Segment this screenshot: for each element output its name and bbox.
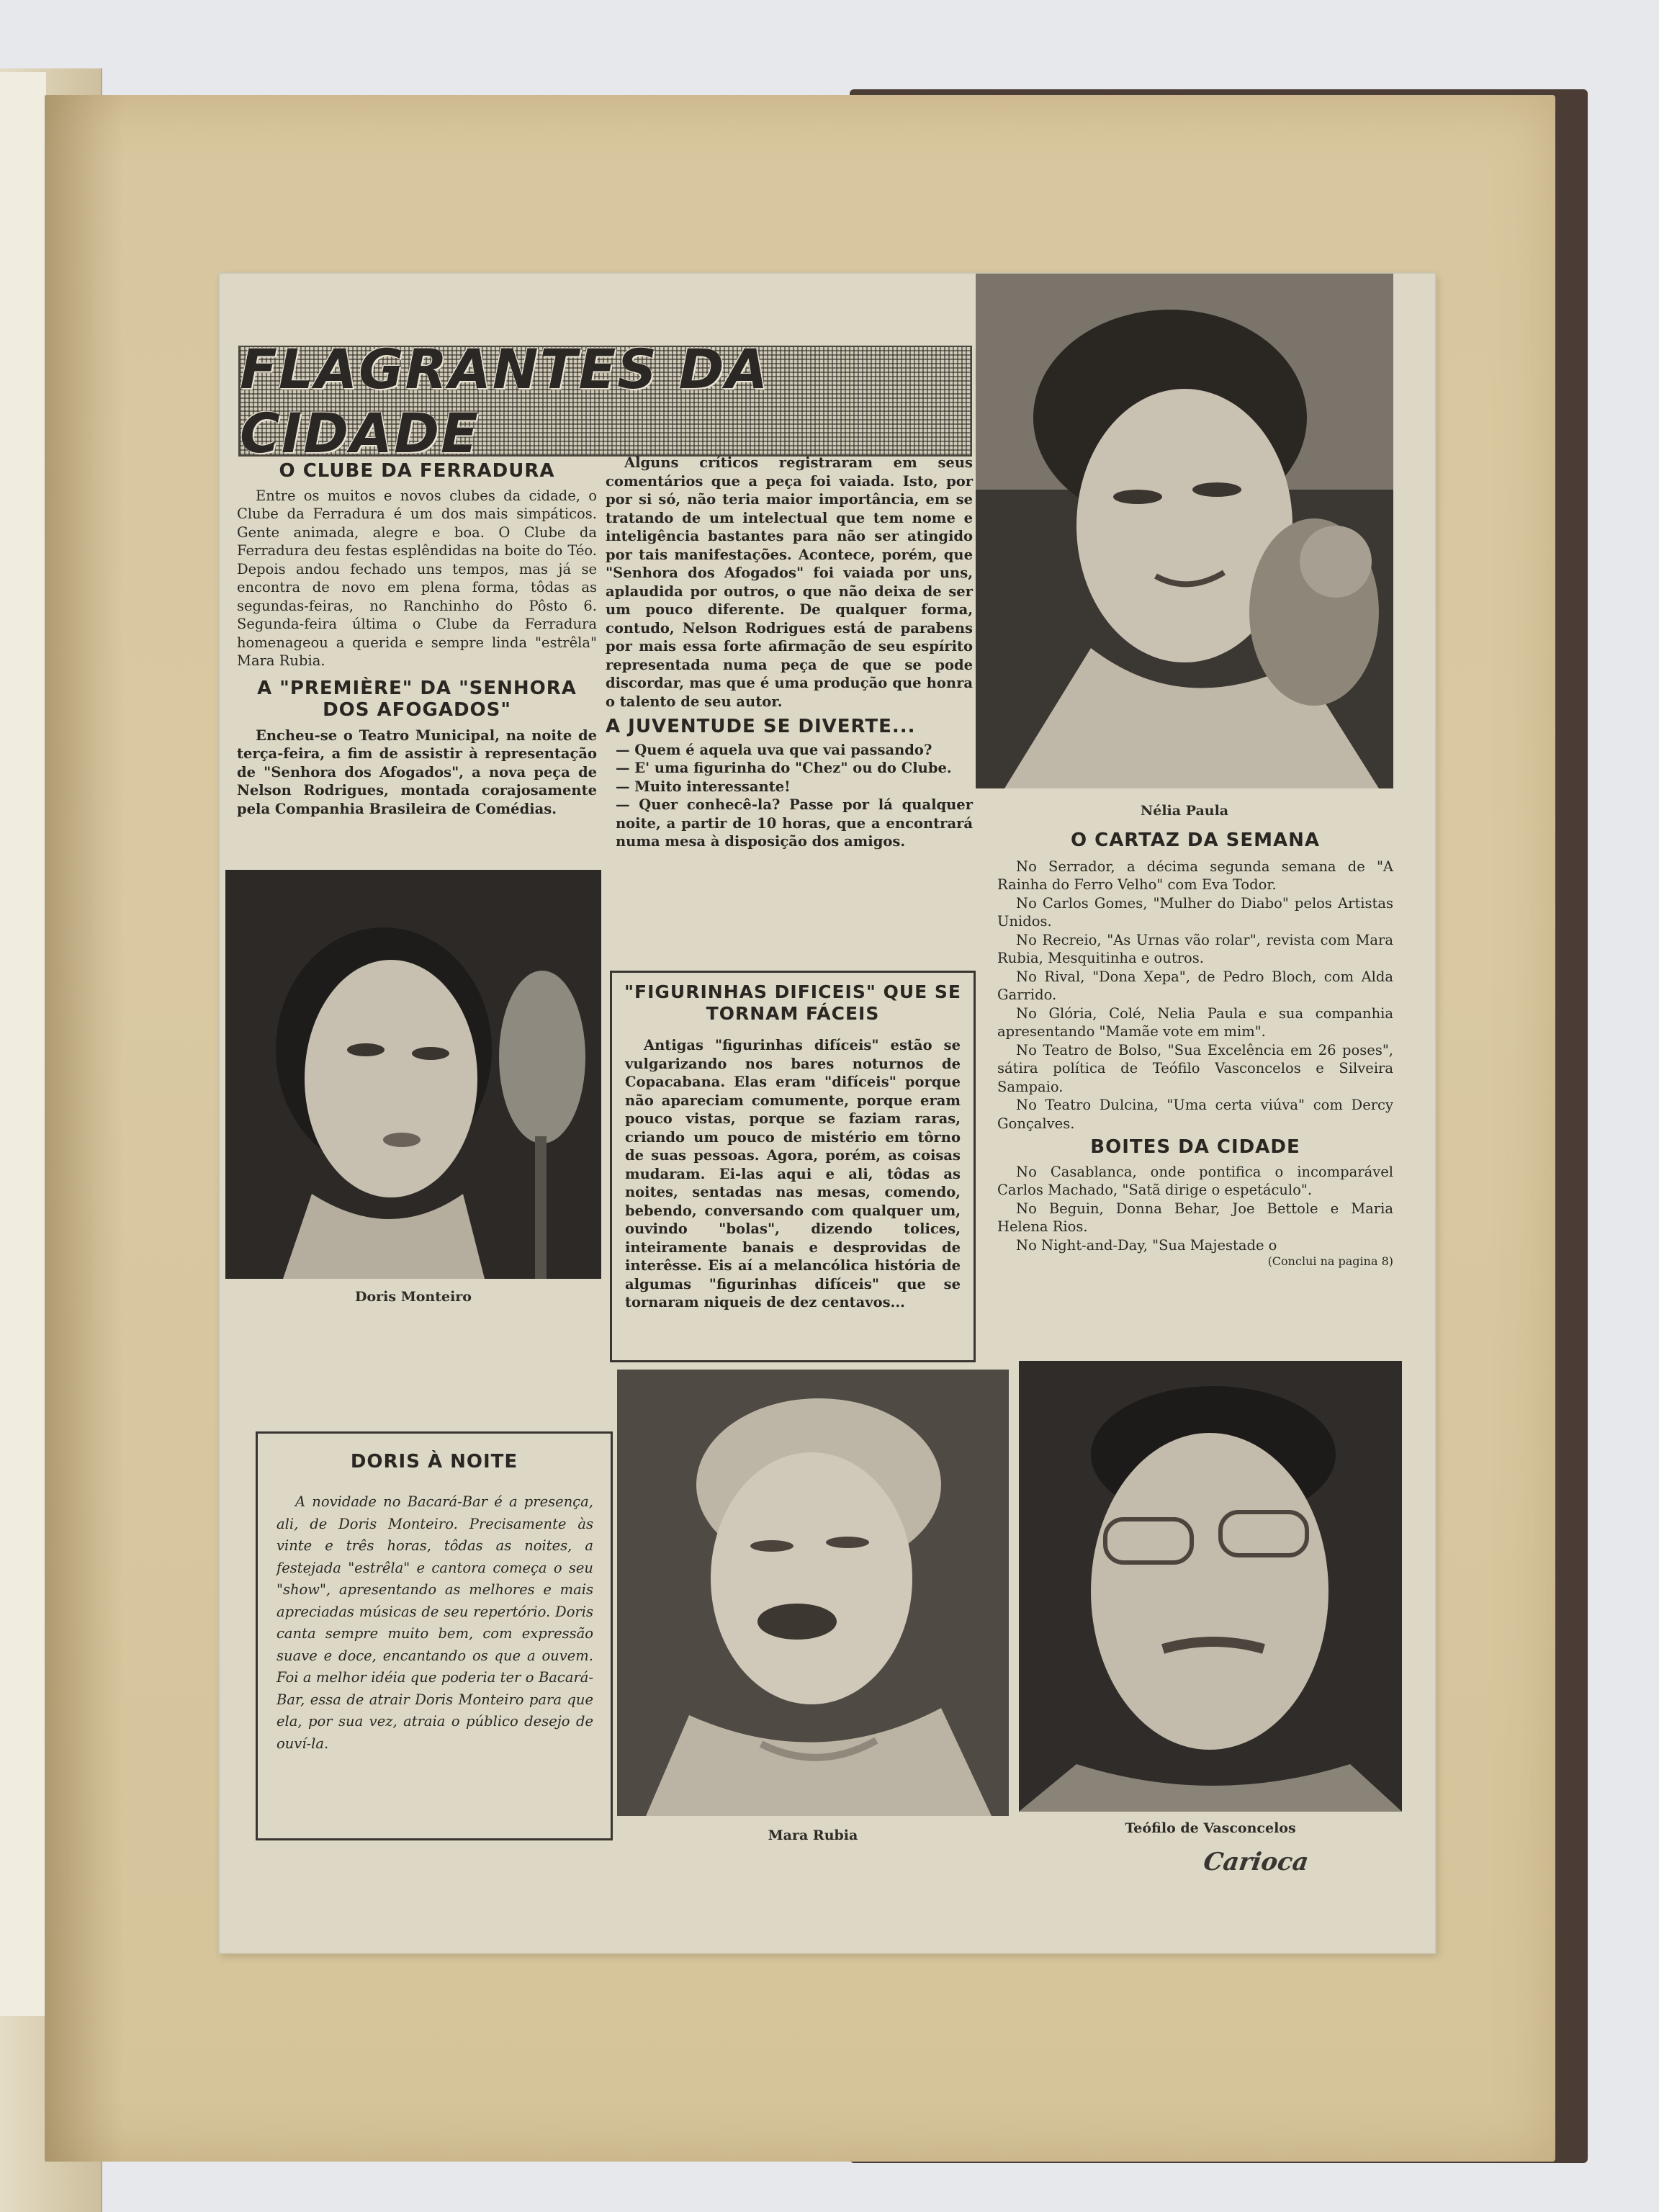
photo-mara-rubia-image	[617, 1370, 1009, 1816]
cartaz-item: No Rival, "Dona Xepa", de Pedro Bloch, com Alda Garrido.	[997, 968, 1393, 1003]
cartaz-item: No Recreio, "As Urnas vão rolar", revista com Mara Rubia, Mesquitinha e outros.	[997, 931, 1393, 966]
boites-item: No Casablanca, onde pontifica o incomparável Carlos Machado, "Satã dirige o espetáculo".	[997, 1163, 1393, 1198]
photo-doris-monteiro-image	[225, 870, 601, 1279]
cartaz-item: No Carlos Gomes, "Mulher do Diabo" pelos Artistas Unidos.	[997, 894, 1393, 930]
cartaz-heading: O CARTAZ DA SEMANA	[1070, 830, 1321, 851]
clube-body: Entre os muitos e novos clubes da cidade, o Clube da Ferradura é um dos mais simpáticos. Gente animada, alegre e boa. O Clube da Ferradura deu festas esplêndidas na boite do Téo. Depois andou fechado uns tempos, mas já se encontra de novo em plena forma, tôdas as segundas-feiras, no Ranchinho do Pôsto 6. Segunda-feira última o Clube da Ferradura homenageou a querida e sempre linda "estrêla" Mara Rubia.	[237, 487, 597, 669]
doris-box-body: A novidade no Bacará-Bar é a presença, ali, de Doris Monteiro. Precisamente às vinte e três horas, tôdas as noites, a festejada "estrêla" e cantora começa o seu "show", apresentando as melhores e mais apreciadas músicas de seu repertório. Doris canta sempre muito bem, com expressão suave e doce, encantando os que a ouvem. Foi a melhor idéia que poderia ter o Bacará-Bar, essa de atrair Doris Monteiro para que ela, por sua vez, atraia o público desejo de ouví-la.	[276, 1493, 593, 1752]
clube-heading: O CLUBE DA FERRADURA	[279, 460, 555, 482]
caption-doris-monteiro: Doris Monteiro	[355, 1289, 472, 1305]
juventude-line: — E' uma figurinha do "Chez" ou do Clube.	[616, 760, 952, 776]
cartaz-item: No Glória, Colé, Nelia Paula e sua companhia apresentando "Mamãe vote em mim".	[997, 1004, 1393, 1040]
boites-heading: BOITES DA CIDADE	[1090, 1136, 1300, 1158]
juventude-line: — Muito interessante!	[616, 778, 791, 795]
cartaz-item: No Teatro Dulcina, "Uma certa viúva" com Dercy Gonçalves.	[997, 1097, 1393, 1132]
clube-section	[237, 462, 597, 818]
boites-continued: (Conclui na pagina 8)	[1267, 1254, 1393, 1268]
caption-nelia-paula: Nélia Paula	[1140, 803, 1229, 819]
photo-mara-rubia	[617, 1370, 1009, 1816]
figurinhas-body: Antigas "figurinhas difíceis" estão se vulgarizando nos bares noturnos de Copacabana. Elas eram "difíceis" porque não apareciam comumente, porque eram pouco vistas, porque se faziam raras, criando um pouco de mistério em tôrno de suas pessoas. Agora, porém, as coisas mudaram. Ei-las aqui e ali, tôdas as noites, sentadas nas mesas, comendo, bebendo, conversando com qualquer um, ouvindo "bolas", dizendo tolices, inteiramente banais e desprovidas de interêsse. Eis aí a melancólica história de algumas "figurinhas difíceis" que se tornaram niqueis de dez centavos...	[625, 1037, 961, 1310]
photo-teofilo-image	[1019, 1361, 1402, 1812]
middle-column	[606, 454, 973, 851]
carioca-logo: Carioca	[1201, 1848, 1310, 1876]
doris-box-text	[276, 1491, 593, 1755]
figurinhas-box	[610, 971, 976, 1362]
caption-teofilo-de-vasconcelos: Teófilo de Vasconcelos	[1125, 1820, 1296, 1836]
boites-item: No Night-and-Day, "Sua Majestade o	[1016, 1236, 1277, 1254]
doris-box-heading: DORIS À NOITE	[350, 1451, 518, 1473]
juventude-line: — Quem é aquela uva que vai passando?	[616, 741, 932, 758]
boites-item: No Beguin, Donna Behar, Joe Bettole e Maria Helena Rios.	[997, 1200, 1393, 1235]
juventude-heading: A JUVENTUDE SE DIVERTE...	[606, 716, 916, 737]
criticos-body: Alguns críticos registraram em seus comentários que a peça foi vaiada. Isto, por por si só, não teria maior importância, em se tratando de um intelectual que tem nome e inteligência bastantes para não ser atingido por tais manifestações. Acontece, porém, que "Senhora dos Afogados" foi vaiada por uns, aplaudida por outros, o que não deixa de ser um pouco diferente. De qualquer forma, contudo, Nelson Rodrigues está de parabens por mais essa forte afirmação de seu espírito representada numa peça de que se pode discordar, mas que é uma produção que honra o talento de seu autor.	[606, 454, 973, 710]
masthead-title: FLAGRANTES DA CIDADE	[240, 337, 770, 465]
caption-mara-rubia: Mara Rubia	[768, 1827, 858, 1843]
cartaz-item: No Serrador, a décima segunda semana de "A Rainha do Ferro Velho" com Eva Todor.	[997, 858, 1393, 893]
right-column	[997, 832, 1393, 1269]
photo-teofilo-de-vasconcelos	[1019, 1361, 1402, 1812]
photo-nelia-paula	[976, 274, 1393, 788]
figurinhas-heading: "FIGURINHAS DIFICEIS" QUE SE TORNAM FÁCEIS	[624, 981, 961, 1024]
premiere-body: Encheu-se o Teatro Municipal, na noite de terça-feira, a fim de assistir à representação de "Senhora dos Afogados", a nova peça de Nelson Rodrigues, montada corajosamente pela Companhia Brasileira de Comédias.	[237, 727, 597, 817]
premiere-heading: A "PREMIÈRE" DA "SENHORA DOS AFOGADOS"	[257, 677, 577, 721]
binding-shadow	[45, 95, 124, 2162]
photo-nelia-paula-image	[976, 274, 1393, 788]
facing-page-edge	[0, 72, 46, 2016]
masthead	[238, 337, 972, 465]
cartaz-item: No Teatro de Bolso, "Sua Excelência em 26 poses", sátira política de Teófilo Vasconcelos e Silveira Sampaio.	[997, 1041, 1393, 1095]
figurinhas-text	[625, 1036, 961, 1312]
doris-box	[256, 1431, 613, 1840]
juventude-line: — Quer conhecê-la? Passe por lá qualquer noite, a partir de 10 horas, que a encontrará numa mesa à disposição dos amigos.	[616, 796, 973, 850]
newspaper-clipping	[220, 274, 1435, 1953]
photo-doris-monteiro	[225, 870, 601, 1279]
